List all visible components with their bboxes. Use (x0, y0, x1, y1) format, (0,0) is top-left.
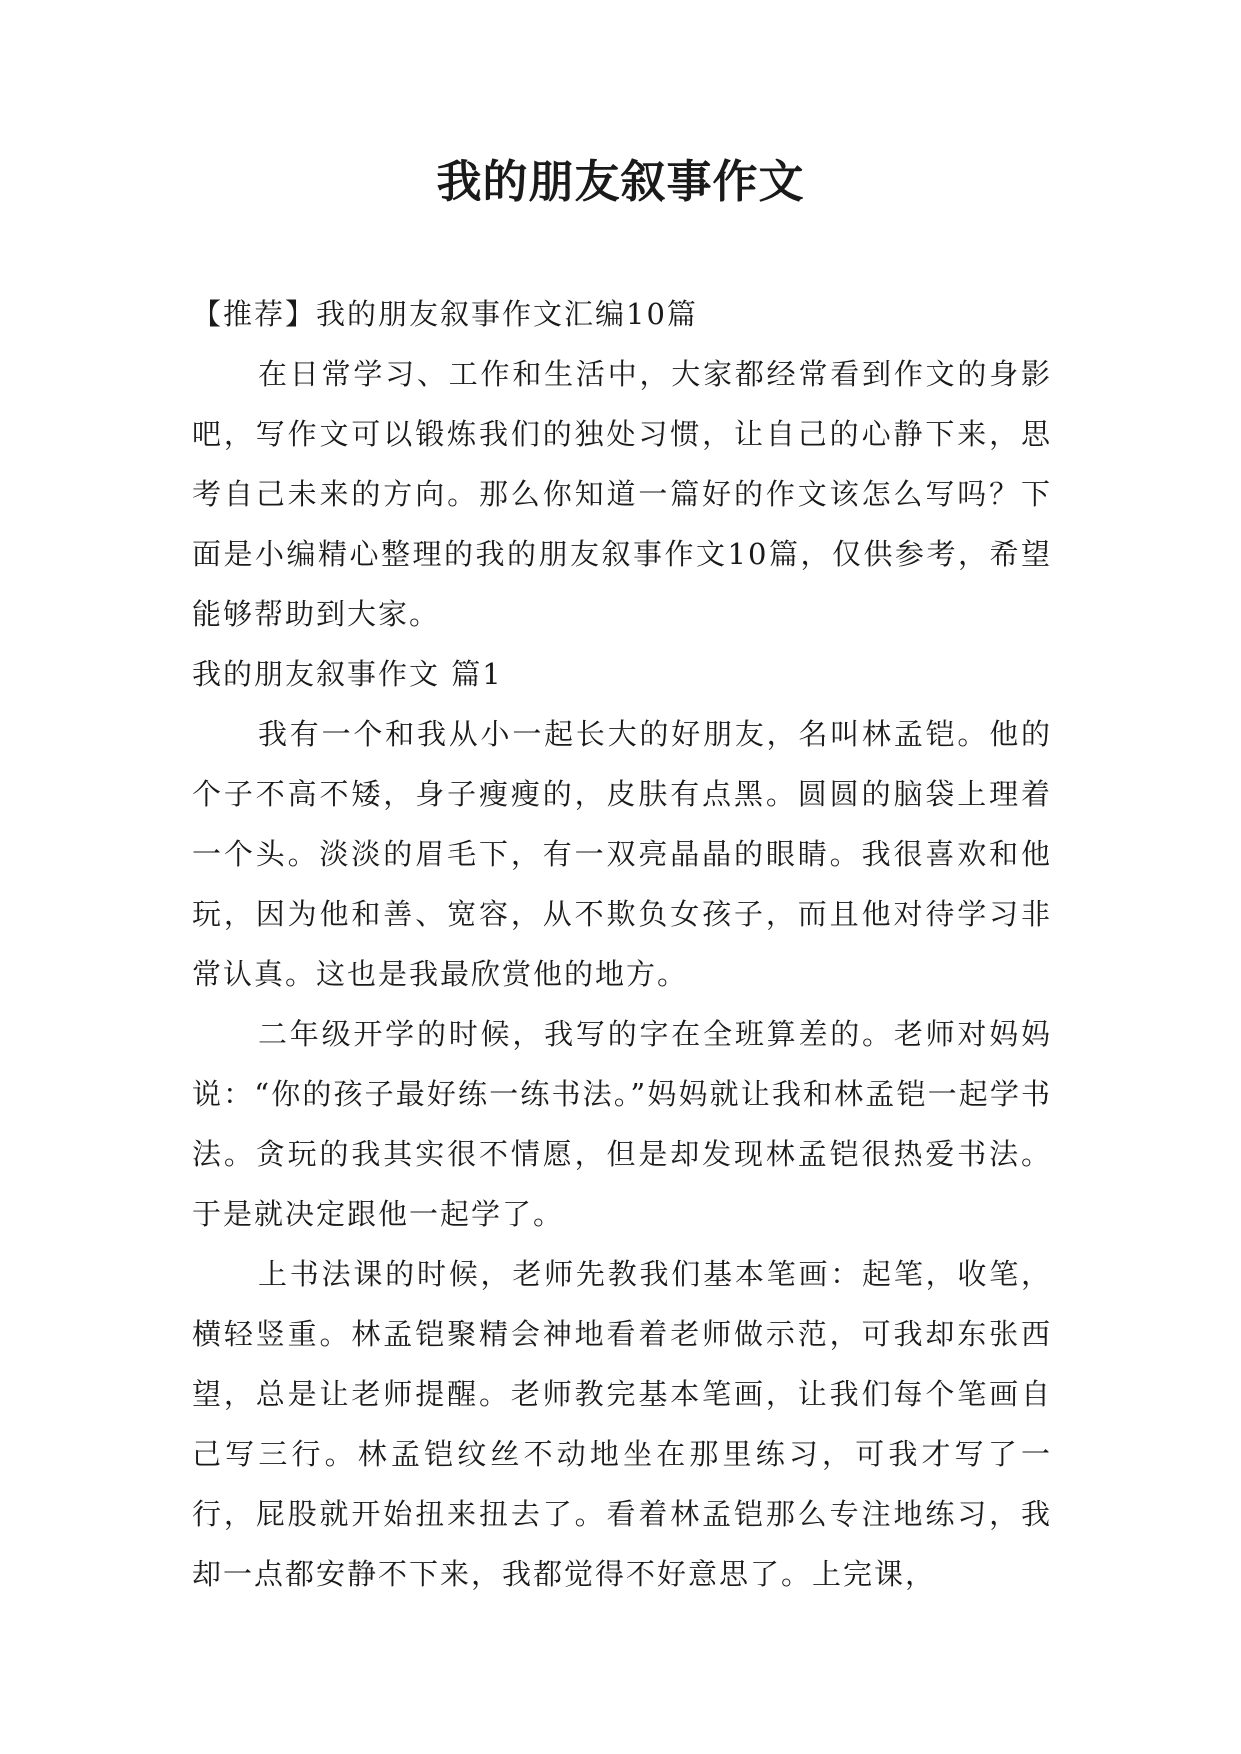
body-paragraph: 二年级开学的时候，我写的字在全班算差的。老师对妈妈说：“你的孩子最好练一练书法。”妈妈就让我和林孟铠一起学书法。贪玩的我其实很不情愿，但是却发现林孟铠很热爱书法。于是就决定跟他一起学了。 (192, 1017, 1052, 1231)
body-paragraph: 我有一个和我从小一起长大的好朋友，名叫林孟铠。他的个子不高不矮，身子瘦瘦的，皮肤有点黑。圆圆的脑袋上理着一个头。淡淡的眉毛下，有一双亮晶晶的眼睛。我很喜欢和他玩，因为他和善、宽容，从不欺负女孩子，而且他对待学习非常认真。这也是我最欣赏他的地方。 (192, 717, 1052, 991)
document-title: 我的朋友叙事作文 (436, 155, 805, 208)
body-paragraph: 上书法课的时候，老师先教我们基本笔画：起笔，收笔，横轻竖重。林孟铠聚精会神地看着老师做示范，可我却东张西望，总是让老师提醒。老师教完基本笔画，让我们每个笔画自己写三行。林孟铠纹丝不动地坐在那里练习，可我才写了一行，屁股就开始扭来扭去了。看着林孟铠那么专注地练习，我却一点都安静不下来，我都觉得不好意思了。上完课， (192, 1257, 1052, 1591)
intro-paragraph: 在日常学习、工作和生活中，大家都经常看到作文的身影吧，写作文可以锻炼我们的独处习惯，让自己的心静下来，思考自己未来的方向。那么你知道一篇好的作文该怎么写吗？下面是小编精心整理的我的朋友叙事作文10篇，仅供参考，希望能够帮助到大家。 (192, 357, 1052, 631)
recommend-heading: 【推荐】我的朋友叙事作文汇编10篇 (192, 297, 698, 331)
document-body (192, 284, 1052, 1604)
section-title: 我的朋友叙事作文 篇1 (192, 657, 503, 691)
